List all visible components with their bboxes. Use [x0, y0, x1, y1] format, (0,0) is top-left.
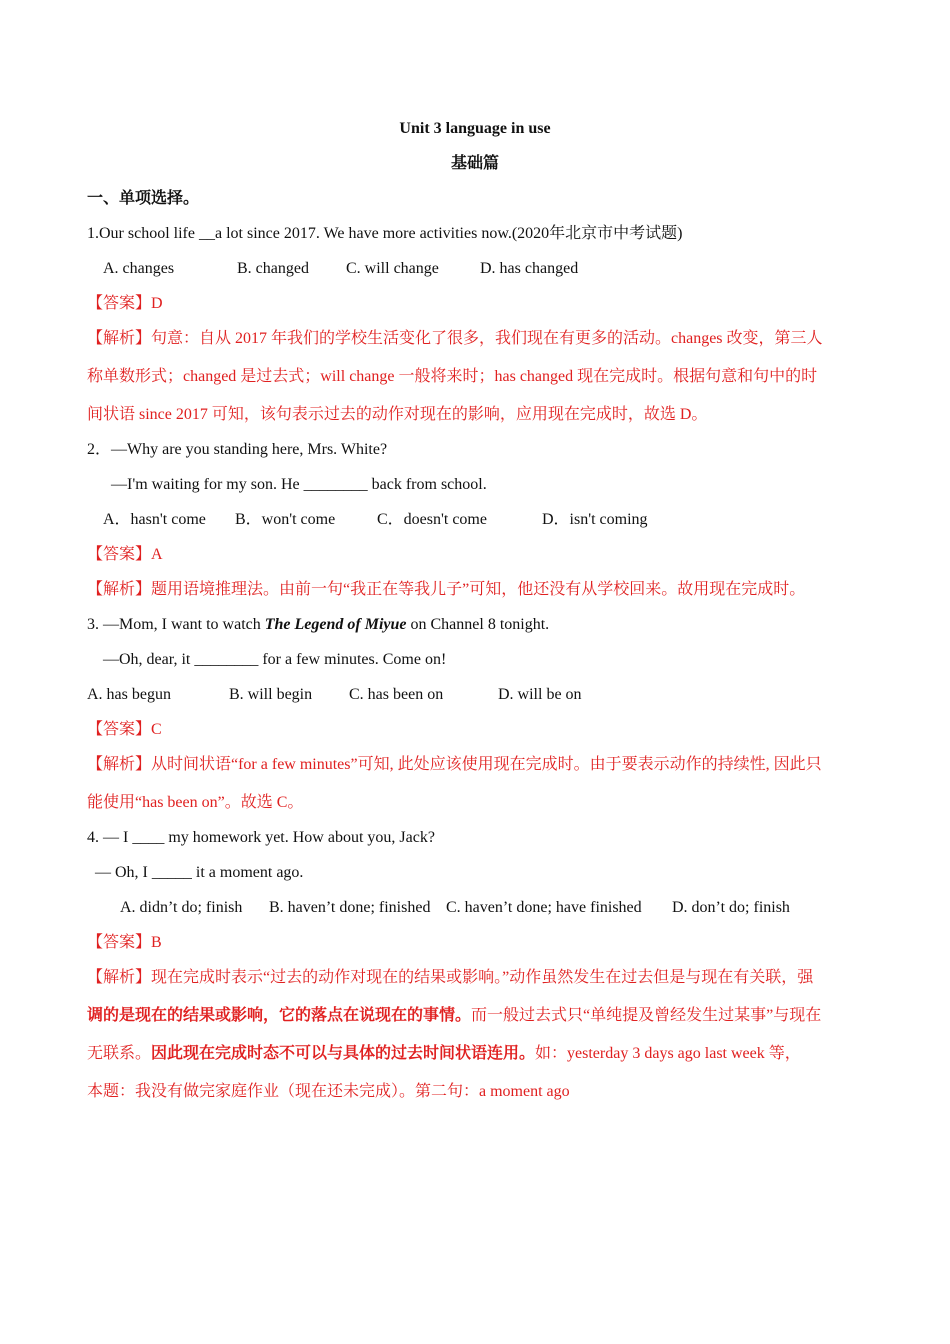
q1-stem-before: 1.Our school life	[87, 225, 199, 242]
q2-answer: 【答案】A	[87, 546, 163, 563]
q1-stem-after: a lot since 2017. We have more activities now.(2020年北京市中考试题)	[214, 225, 683, 242]
q1-analysis-line-1: 【解析】句意：自从 2017 年我们的学校生活变化了很多，我们现在有更多的活动。changes 改变，第三人	[87, 330, 823, 347]
q4-line-1: 4. — I ____ my homework yet. How about you, Jack?	[87, 829, 435, 846]
q4-analysis-line-3-start: 无联系。	[87, 1045, 152, 1062]
q4-analysis-line-3	[87, 1043, 801, 1065]
q3-analysis-line-2: 能使用“has been on”。故选 C。	[87, 794, 304, 811]
q3-line-1-before: 3. —Mom, I want to watch	[87, 616, 265, 633]
q4-answer: 【答案】B	[87, 934, 162, 951]
q1-option-b: B. changed	[237, 260, 309, 277]
q4-analysis-line-2	[87, 1005, 821, 1027]
q2-option-b: B．won't come	[235, 511, 336, 528]
q1-option-a: A. changes	[103, 260, 175, 277]
q1-option-c: C. will change	[346, 260, 439, 277]
q3-analysis-line-1: 【解析】从时间状语“for a few minutes”可知, 此处应该使用现在完成时。由于要表示动作的持续性, 因此只	[87, 756, 822, 773]
doc-title: Unit 3 language in use	[399, 120, 551, 137]
q2-line-2: —I'm waiting for my son. He ________ back from school.	[111, 476, 487, 493]
q3-option-d: D. will be on	[498, 686, 582, 703]
q1-analysis-line-3: 间状语 since 2017 可知，该句表示过去的动作对现在的影响，应用现在完成时，故选 D。	[87, 406, 708, 423]
q3-line-1-after: on Channel 8 tonight.	[406, 616, 550, 633]
q3-line-2: —Oh, dear, it ________ for a few minutes. Come on!	[103, 651, 447, 668]
q1-answer: 【答案】D	[87, 295, 163, 312]
q4-analysis-line-2-rest: 而一般过去式只“单纯提及曾经发生过某事”与现在	[471, 1007, 822, 1024]
q1-option-d: D. has changed	[480, 260, 579, 277]
q2-analysis: 【解析】题用语境推理法。由前一句“我正在等我儿子”可知，他还没有从学校回来。故用现在完成时。	[87, 581, 806, 598]
q4-option-a: A. didn’t do; finish	[120, 899, 243, 916]
q4-analysis-line-2-bold: 调的是现在的结果或影响，它的落点在说现在的事情。	[87, 1007, 472, 1024]
q3-option-a: A. has begun	[87, 686, 171, 703]
q4-analysis-line-1: 【解析】现在完成时表示“过去的动作对现在的结果或影响。”动作虽然发生在过去但是与现在有关联，强	[87, 969, 814, 986]
q4-option-c: C. haven’t done; have finished	[446, 899, 642, 916]
q2-option-c: C．doesn't come	[377, 511, 487, 528]
q3-option-c: C. has been on	[349, 686, 444, 703]
q1-stem	[87, 223, 683, 245]
q2-line-1: 2．—Why are you standing here, Mrs. White?	[87, 441, 388, 458]
q1-blank: __	[198, 225, 215, 242]
q1-analysis-line-2: 称单数形式；changed 是过去式；will change 一般将来时；has changed 现在完成时。根据句意和句中的时	[87, 368, 818, 385]
q4-option-d: D. don’t do; finish	[672, 899, 790, 916]
q4-option-b: B. haven’t done; finished	[269, 899, 431, 916]
q3-movie-title: The Legend of Miyue	[264, 616, 407, 633]
doc-subtitle: 基础篇	[450, 155, 499, 172]
q3-option-b: B. will begin	[229, 686, 313, 703]
q4-analysis-line-3-rest: 如：yesterday 3 days ago last week 等，	[535, 1045, 801, 1062]
q2-option-a: A．hasn't come	[103, 511, 206, 528]
q2-option-d: D．isn't coming	[542, 511, 648, 528]
q3-answer: 【答案】C	[87, 721, 162, 738]
q4-line-2: — Oh, I _____ it a moment ago.	[95, 864, 304, 881]
section-heading: 一、单项选择。	[87, 190, 200, 207]
q4-analysis-line-4: 本题：我没有做完家庭作业（现在还未完成）。第二句：a moment ago	[87, 1083, 570, 1100]
q3-line-1	[87, 614, 549, 636]
q4-analysis-line-3-bold: 因此现在完成时态不可以与具体的过去时间状语连用。	[151, 1045, 536, 1062]
